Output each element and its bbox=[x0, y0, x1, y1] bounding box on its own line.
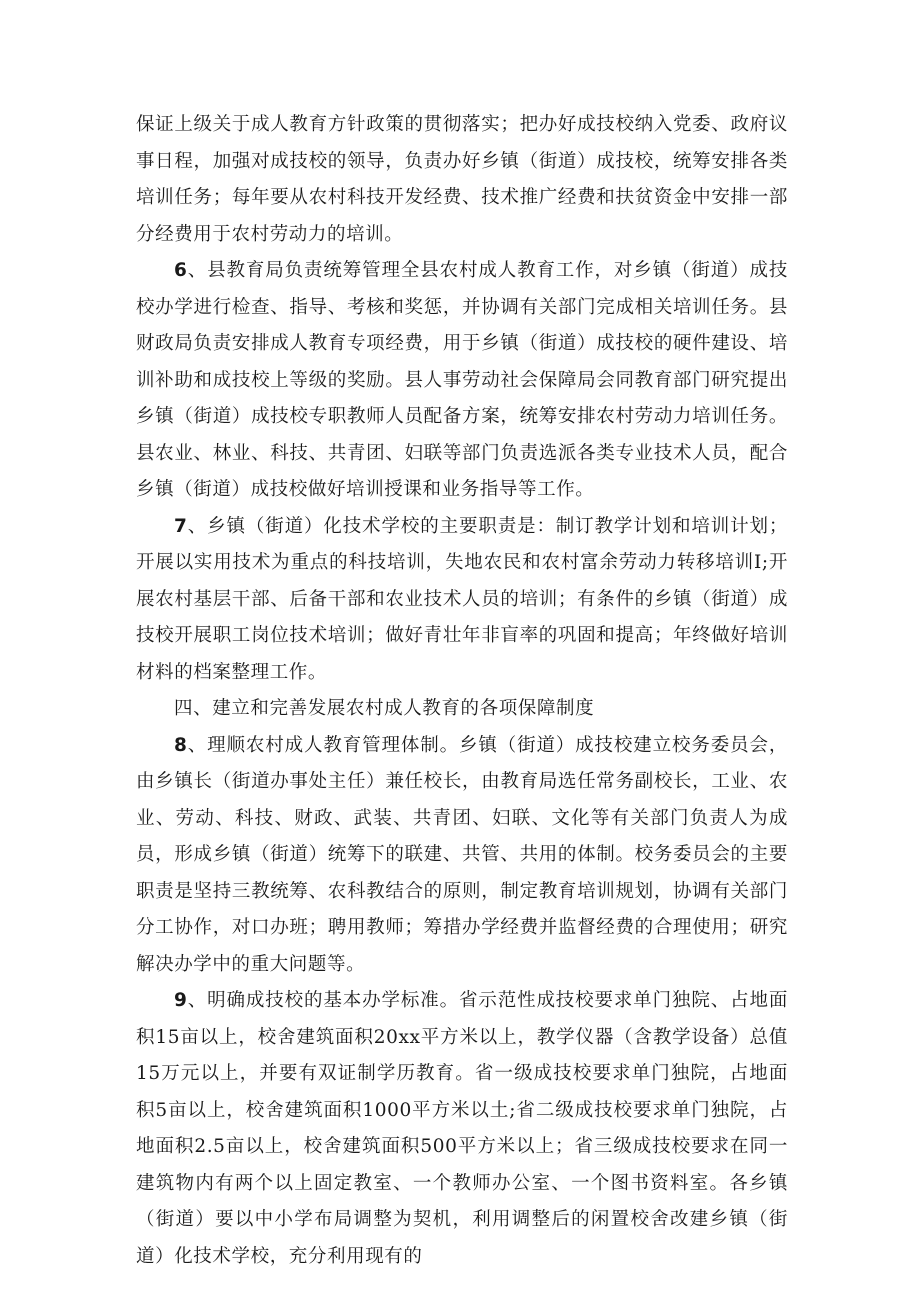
paragraph-text: 保证上级关于成人教育方针政策的贯彻落实；把办好成技校纳入党委、政府议事日程，加强对成技校的领导，负责办好乡镇（街道）成技校，统筹安排各类培训任务；每年要从农村科技开发经费、技术推广经费和扶贫资金中安排一部分经费用于农村劳动力的培训。 bbox=[136, 114, 788, 245]
paragraph-continuation bbox=[136, 107, 788, 253]
item-number: 6 bbox=[174, 260, 188, 281]
paragraph-text: 、明确成技校的基本办学标准。省示范性成技校要求单门独院、占地面积15亩以上，校舍建筑面积20xx平方米以上，教学仪器（含教学设备）总值15万元以上，并要有双证制学历教育。省一级成技校要求单门独院，占地面积5亩以上，校舍建筑面积1000平方米以土;省二级成技校要求单门独院，占地面积2.5亩以上，校舍建筑面积500平方米以上；省三级成技校要求在同一建筑物内有两个以上固定教室、一个教师办公室、一个图书资料室。各乡镇（街道）要以中小学布局调整为契机，利用调整后的闲置校舍改建乡镇（街道）化技术学校，充分利用现有的 bbox=[136, 990, 788, 1267]
section-heading-text: 四、建立和完善发展农村成人教育的各项保障制度 bbox=[174, 698, 595, 719]
item-number: 8 bbox=[174, 734, 188, 756]
item-number: 7 bbox=[174, 515, 188, 537]
paragraph-item-9 bbox=[136, 983, 788, 1275]
paragraph-item-6 bbox=[136, 253, 788, 509]
item-number: 9 bbox=[174, 990, 188, 1011]
paragraph-text: 、理顺农村成人教育管理体制。乡镇（街道）成技校建立校务委员会，由乡镇长（街道办事处主任）兼任校长，由教育局选任常务副校长，工业、农业、劳动、科技、财政、武装、共青团、妇联、文化等有关部门负责人为成员，形成乡镇（街道）统筹下的联建、共管、共用的体制。校务委员会的主要职责是坚持三教统筹、农科教结合的原则，制定教育培训规划，协调有关部门分工协作，对口办班；聘用教师；筹措办学经费并监督经费的合理使用；研究解决办学中的重大问题等。 bbox=[136, 734, 788, 975]
paragraph-item-7 bbox=[136, 509, 788, 692]
section-heading-4 bbox=[136, 691, 788, 728]
paragraph-text: 、县教育局负责统筹管理全县农村成人教育工作，对乡镇（街道）成技校办学进行检查、指导、考核和奖惩，并协调有关部门完成相关培训任务。县财政局负责安排成人教育专项经费，用于乡镇（街道）成技校的硬件建设、培训补助和成技校上等级的奖励。县人事劳动社会保障局会同教育部门研究提出乡镇（街道）成技校专职教师人员配备方案，统筹安排农村劳动力培训任务。县农业、林业、科技、共青团、妇联等部门负责选派各类专业技术人员，配合乡镇（街道）成技校做好培训授课和业务指导等工作。 bbox=[136, 260, 788, 500]
paragraph-item-8 bbox=[136, 728, 788, 984]
paragraph-text: 、乡镇（街道）化技术学校的主要职责是：制订教学计划和培训计划；开展以实用技术为重点的科技培训，失地农民和农村富余劳动力转移培训I;开展农村基层干部、后备干部和农业技术人员的培训；有条件的乡镇（街道）成技校开展职工岗位技术培训；做好青壮年非盲率的巩固和提高；年终做好培训材料的档案整理工作。 bbox=[136, 515, 788, 683]
document-body bbox=[136, 107, 788, 1275]
